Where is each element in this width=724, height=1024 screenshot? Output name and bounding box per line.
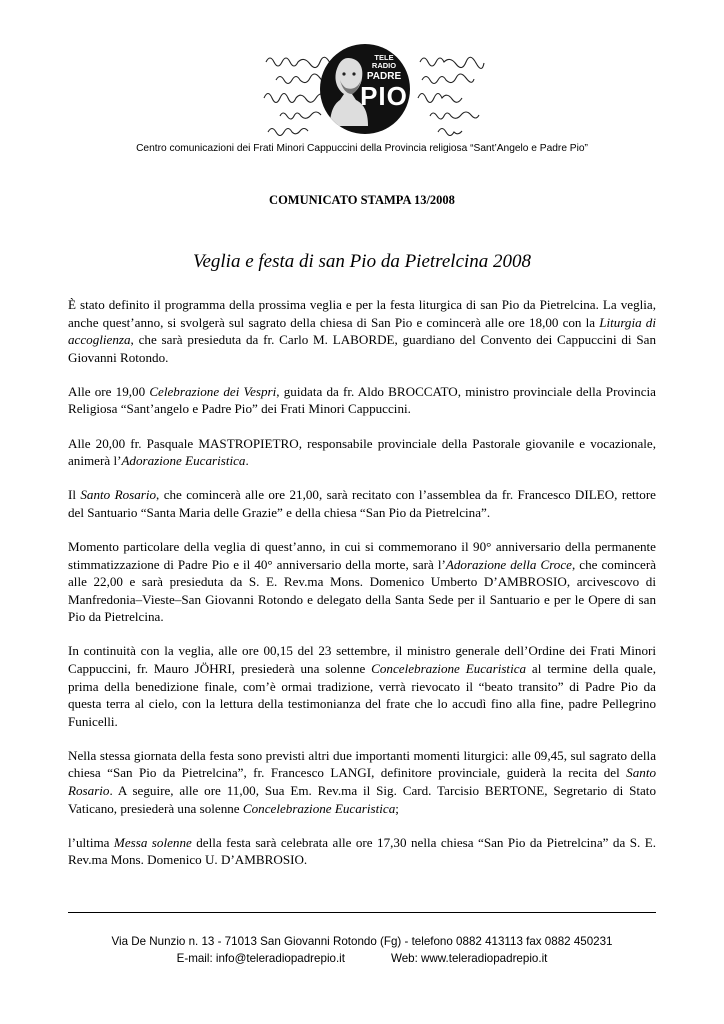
paragraph-text: Momento particolare della veglia di quest’anno, in cui si commemorano il 90° anniversario della permanente stimmatizzazione di Padre Pio e il 40° anniversario della morte, sarà l’	[68, 538, 656, 572]
document-body	[68, 296, 656, 885]
handwriting-right-decoration	[416, 52, 502, 136]
body-paragraph	[68, 486, 656, 521]
body-paragraph	[68, 435, 656, 470]
emphasized-text: Adorazione Eucaristica	[121, 453, 246, 469]
footer-website: Web: www.teleradiopadrepio.it	[390, 952, 548, 965]
body-paragraph	[68, 296, 656, 366]
body-paragraph	[68, 747, 656, 817]
logo-line-2: RADIO	[371, 61, 397, 70]
organization-tagline: Centro comunicazioni dei Frati Minori Cappuccini della Provincia religiosa “Sant’Angelo e Padre Pio”	[136, 143, 588, 154]
paragraph-text: Il	[68, 487, 81, 503]
paragraph-text: , che comincerà alle ore 21,00, sarà recitato con l’assemblea da fr. Francesco DILEO, rettore del Santuario “Santa Maria delle Grazie” e della chiesa “San Pio da Pietrelcina”.	[68, 487, 656, 520]
footer-divider	[68, 912, 656, 913]
emphasized-text: Concelebrazione Eucaristica	[242, 800, 396, 816]
paragraph-text: Nella stessa giornata della festa sono previsti altri due importanti momenti liturgici: alle 09,45, sul sagrato della chiesa “San Pio da Pietrelcina”, fr. Francesco LANGI, definitore provinciale, guiderà la recita del	[68, 747, 656, 781]
footer-email: E-mail: info@teleradiopadrepio.it	[176, 952, 345, 965]
emphasized-text: Santo Rosario	[80, 487, 157, 503]
body-paragraph	[68, 834, 656, 869]
paragraph-text: , che sarà presieduta da fr. Carlo M. LABORDE, guardiano del Convento dei Cappuccini di San Giovanni Rotondo.	[68, 332, 656, 365]
body-paragraph	[68, 383, 656, 418]
footer-address: Via De Nunzio n. 13 - 71013 San Giovanni Rotondo (Fg) - telefono 0882 413113 fax 0882 450231	[111, 935, 613, 948]
paragraph-text: l’ultima	[68, 834, 114, 850]
emphasized-text: Liturgia di accoglienza	[68, 314, 656, 348]
paragraph-text: ;	[395, 800, 399, 816]
logo	[262, 40, 502, 142]
emphasized-text: Messa solenne	[113, 834, 192, 850]
paragraph-text: , che comincerà alle 22,00 e sarà presieduta da S. E. Rev.ma Mons. Domenico Umberto D’AMBROSIO, arcivescovo di Manfredonia–Vieste–San Giovanni Rotondo e delegato della Santa Sede per il Santuario e per le Opere di san Pio da Pietrelcina.	[68, 556, 657, 625]
logo-emblem	[320, 44, 410, 134]
emphasized-text: Adorazione della Croce	[445, 556, 572, 572]
body-paragraph	[68, 538, 656, 626]
document-title: Veglia e festa di san Pio da Pietrelcina 2008	[192, 251, 532, 272]
emphasized-text: Santo Rosario	[68, 765, 656, 799]
logo-line-1: TELE	[374, 53, 394, 62]
logo-wordmark	[360, 54, 408, 109]
emphasized-text: Concelebrazione Eucaristica	[371, 661, 527, 676]
emphasized-text: Celebrazione dei Vespri	[149, 383, 277, 399]
paragraph-text: . A seguire, alle ore 11,00, Sua Em. Rev.ma il Sig. Card. Tarcisio BERTONE, Segretario di Stato Vaticano, presiederà una solenne	[68, 783, 656, 816]
footer-contacts	[0, 950, 724, 967]
paragraph-text: , guidata da fr. Aldo BROCCATO, ministro provinciale della Provincia Religiosa “Sant’angelo e Padre Pio” dei Frati Minori Cappuccini.	[68, 383, 656, 417]
paragraph-text: Alle ore 19,00	[68, 383, 150, 399]
body-paragraph	[68, 642, 656, 730]
press-release-label: COMUNICATO STAMPA 13/2008	[269, 193, 455, 207]
paragraph-text: In continuità con la veglia, alle ore 00,15 del 23 settembre, il ministro generale dell’Ordine dei Frati Minori Cappuccini, fr. Mauro JÖHRI, presiederà una solenne	[68, 643, 656, 676]
paragraph-text: al termine della quale, prima della benedizione finale, com’è ormai tradizione, verrà rievocato il “beato transito” di Padre Pio da questa terra al cielo, con la lettura della testimonianza del frate che lo accudì fino alla fine, padre Pellegrino Funicelli.	[68, 661, 656, 729]
paragraph-text: È stato definito il programma della prossima veglia e per la festa liturgica di san Pio da Pietrelcina. La veglia, anche quest’anno, si svolgerà sul sagrato della chiesa di San Pio e comincerà alle ore 18,00 con la	[68, 297, 656, 330]
paragraph-text: Alle 20,00 fr. Pasquale MASTROPIETRO, responsabile provinciale della Pastorale giovanile e vocazionale, animerà l’	[68, 435, 656, 469]
logo-line-3: PADRE	[366, 71, 402, 82]
logo-line-4: PIO	[360, 81, 408, 111]
footer	[0, 933, 724, 967]
paragraph-text: della festa sarà celebrata alle ore 17,30 nella chiesa “San Pio da Pietrelcina” da S. E. Rev.ma Mons. Domenico U. D’AMBROSIO.	[68, 834, 656, 868]
paragraph-text: .	[245, 453, 249, 469]
